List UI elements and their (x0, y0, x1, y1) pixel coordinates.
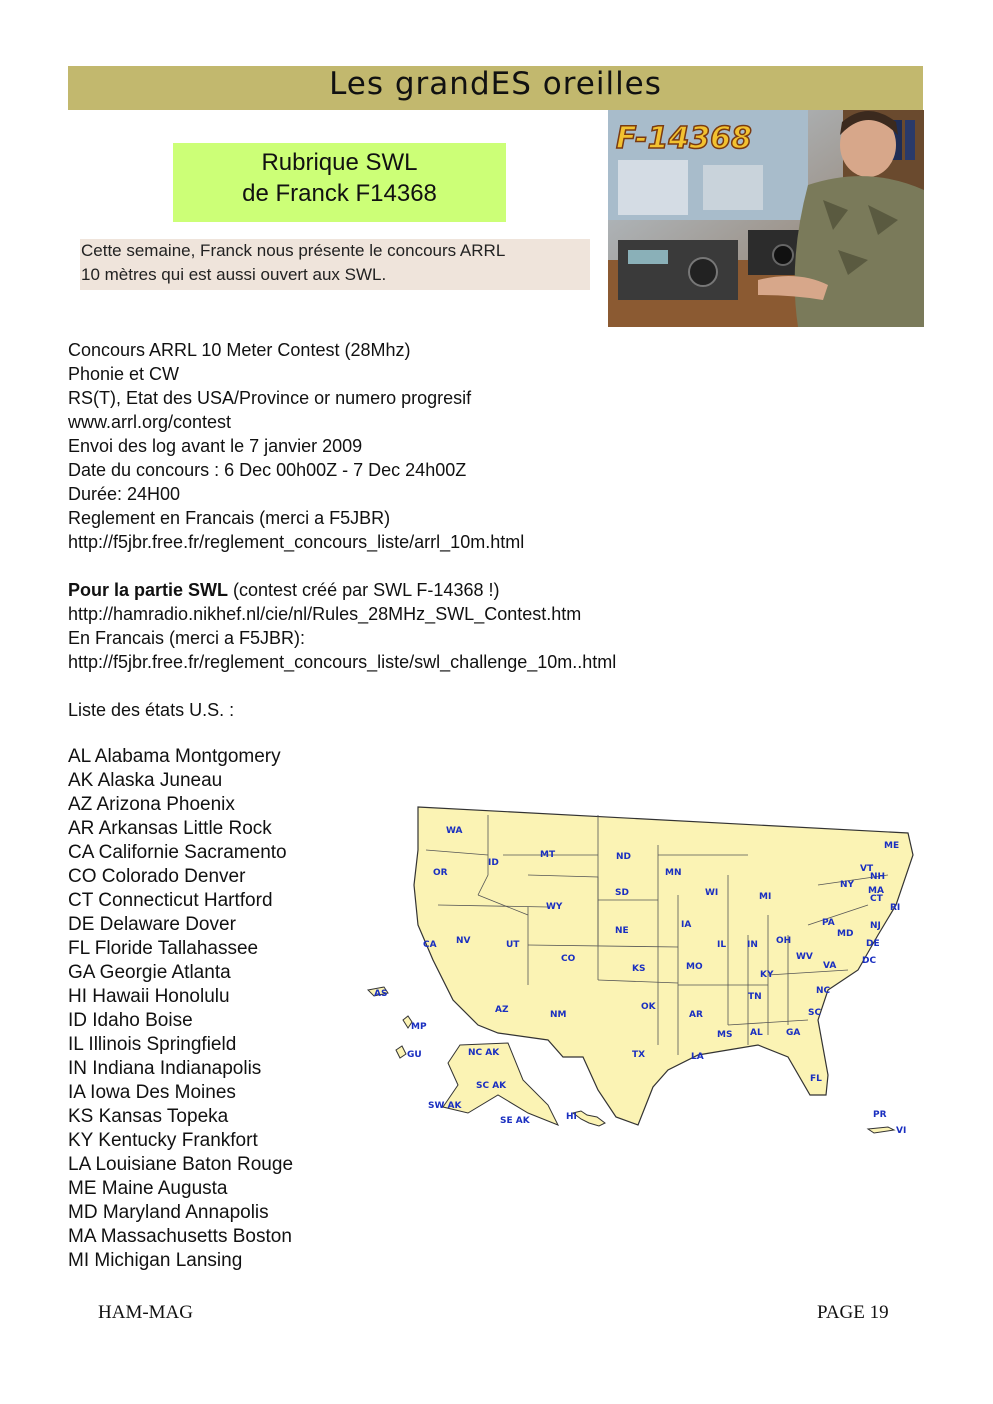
swl-heading-rest: (contest créé par SWL F-14368 !) (228, 580, 500, 600)
map-label-nv: NV (456, 936, 471, 946)
list-item: ME Maine Augusta (68, 1178, 228, 1199)
list-item: HI Hawaii Honolulu (68, 986, 230, 1007)
states-list (68, 745, 293, 1273)
contest-line: Concours ARRL 10 Meter Contest (28Mhz) (68, 340, 411, 360)
page-title-bar (68, 66, 923, 110)
contest-line: Envoi des log avant le 7 janvier 2009 (68, 436, 363, 456)
map-label-mt: MT (540, 850, 556, 860)
list-item: FL Floride Tallahassee (68, 938, 259, 959)
list-item: MI Michigan Lansing (68, 1250, 243, 1271)
map-label-me: ME (884, 841, 900, 851)
map-label-co: CO (561, 954, 576, 964)
contest-link[interactable]: http://f5jbr.free.fr/reglement_concours_liste/arrl_10m.html (68, 532, 525, 552)
map-label-ct: CT (870, 894, 883, 904)
map-label-sd: SD (615, 888, 629, 898)
list-item: MD Maryland Annapolis (68, 1202, 269, 1223)
map-label-fl: FL (810, 1074, 822, 1084)
states-heading: Liste des états U.S. : (68, 700, 235, 720)
list-item: KS Kansas Topeka (68, 1106, 229, 1127)
map-label-ia: IA (681, 920, 692, 930)
map-label-nh: NH (870, 872, 886, 882)
us-states-map (348, 795, 920, 1140)
list-item: CT Connecticut Hartford (68, 890, 273, 911)
map-label-wy: WY (546, 902, 563, 912)
photo-callsign: F-14368 (616, 121, 752, 156)
list-item: AL Alabama Montgomery (68, 746, 281, 767)
contest-link[interactable]: www.arrl.org/contest (68, 412, 232, 432)
map-label-tx: TX (632, 1050, 646, 1060)
map-label-ar: AR (689, 1010, 703, 1020)
article-body (68, 338, 928, 722)
map-label-or: OR (433, 868, 448, 878)
contest-line: Reglement en Francais (merci a F5JBR) (68, 508, 391, 528)
us-map-svg (348, 795, 920, 1140)
intro-box (80, 239, 590, 290)
list-item: DE Delaware Dover (68, 914, 236, 935)
list-item: KY Kentucky Frankfort (68, 1130, 258, 1151)
map-label-va: VA (823, 961, 837, 971)
map-label-wi: WI (705, 888, 719, 898)
list-item: CO Colorado Denver (68, 866, 246, 887)
swl-line: En Francais (merci a F5JBR): (68, 628, 306, 648)
map-label-as: AS (374, 989, 388, 999)
swl-link[interactable]: http://f5jbr.free.fr/reglement_concours_liste/swl_challenge_10m..html (68, 652, 617, 672)
map-label-mo: MO (686, 962, 703, 972)
intro-line-1: Cette semaine, Franck nous présente le concours ARRL (81, 241, 506, 260)
map-label-la: LA (691, 1052, 704, 1062)
contest-line: Date du concours : 6 Dec 00h00Z - 7 Dec 24h00Z (68, 460, 467, 480)
list-item: AZ Arizona Phoenix (68, 794, 235, 815)
list-item: AR Arkansas Little Rock (68, 818, 272, 839)
contest-line: Phonie et CW (68, 364, 180, 384)
map-label-ks: KS (632, 964, 646, 974)
map-label-vi: VI (896, 1126, 907, 1136)
list-item: CA Californie Sacramento (68, 842, 287, 863)
list-item: LA Louisiane Baton Rouge (68, 1154, 294, 1175)
map-label-nc-ak: NC AK (468, 1048, 500, 1058)
swl-heading-bold: Pour la partie SWL (68, 580, 229, 600)
operator-photo-illustration (608, 110, 924, 327)
list-item: GA Georgie Atlanta (68, 962, 231, 983)
list-item: IA Iowa Des Moines (68, 1082, 236, 1103)
map-label-nc: NC (816, 986, 831, 996)
map-label-nd: ND (616, 852, 632, 862)
map-label-ms: MS (717, 1030, 733, 1040)
map-label-md: MD (837, 929, 854, 939)
map-label-nj: NJ (870, 921, 881, 931)
map-label-gu: GU (407, 1050, 422, 1060)
map-label-ny: NY (840, 880, 855, 890)
map-label-mn: MN (665, 868, 682, 878)
map-label-se-ak: SE AK (500, 1116, 530, 1126)
map-label-ut: UT (506, 940, 520, 950)
map-label-mp: MP (411, 1022, 427, 1032)
footer-page-number: PAGE 19 (817, 1302, 889, 1323)
map-label-nm: NM (550, 1010, 567, 1020)
map-label-sc: SC (808, 1008, 822, 1018)
list-item: AK Alaska Juneau (68, 770, 223, 791)
map-label-pa: PA (822, 918, 835, 928)
page-title: Les grandES oreilles (329, 66, 662, 102)
map-label-vt: VT (860, 864, 874, 874)
contest-line: Durée: 24H00 (68, 484, 181, 504)
map-label-pr: PR (873, 1110, 887, 1120)
operator-photo (608, 110, 924, 327)
swl-heading (68, 578, 928, 602)
map-label-dc: DC (862, 956, 877, 966)
list-item: IN Indiana Indianapolis (68, 1058, 262, 1079)
map-label-ky: KY (760, 970, 774, 980)
map-label-il: IL (717, 940, 727, 950)
map-label-de: DE (866, 939, 880, 949)
map-label-mi: MI (759, 892, 772, 902)
map-label-ma: MA (868, 886, 884, 896)
map-label-al: AL (750, 1028, 763, 1038)
map-label-ri: RI (890, 903, 901, 913)
map-label-az: AZ (495, 1005, 509, 1015)
rubrique-line-2: de Franck F14368 (242, 180, 437, 207)
map-label-ga: GA (786, 1028, 801, 1038)
rubrique-box (173, 143, 506, 222)
map-label-oh: OH (776, 936, 792, 946)
map-label-in: IN (747, 940, 758, 950)
contest-line: RS(T), Etat des USA/Province or numero progresif (68, 388, 472, 408)
map-label-ne: NE (615, 926, 629, 936)
list-item: IL Illinois Springfield (68, 1034, 237, 1055)
map-label-tn: TN (748, 992, 762, 1002)
map-label-wv: WV (796, 952, 813, 962)
intro-line-2: 10 mètres qui est aussi ouvert aux SWL. (81, 265, 387, 284)
rubrique-line-1: Rubrique SWL (261, 149, 418, 176)
list-item: ID Idaho Boise (68, 1010, 193, 1031)
map-label-ca: CA (423, 940, 437, 950)
map-label-ok: OK (641, 1002, 656, 1012)
map-label-sc-ak: SC AK (476, 1081, 507, 1091)
map-label-hi: HI (566, 1112, 577, 1122)
map-label-id: ID (488, 858, 499, 868)
swl-link[interactable]: http://hamradio.nikhef.nl/cie/nl/Rules_28MHz_SWL_Contest.htm (68, 604, 582, 624)
footer-magazine: HAM-MAG (98, 1302, 193, 1323)
list-item: MA Massachusetts Boston (68, 1226, 292, 1247)
map-label-sw-ak: SW AK (428, 1101, 462, 1111)
map-label-wa: WA (446, 826, 463, 836)
